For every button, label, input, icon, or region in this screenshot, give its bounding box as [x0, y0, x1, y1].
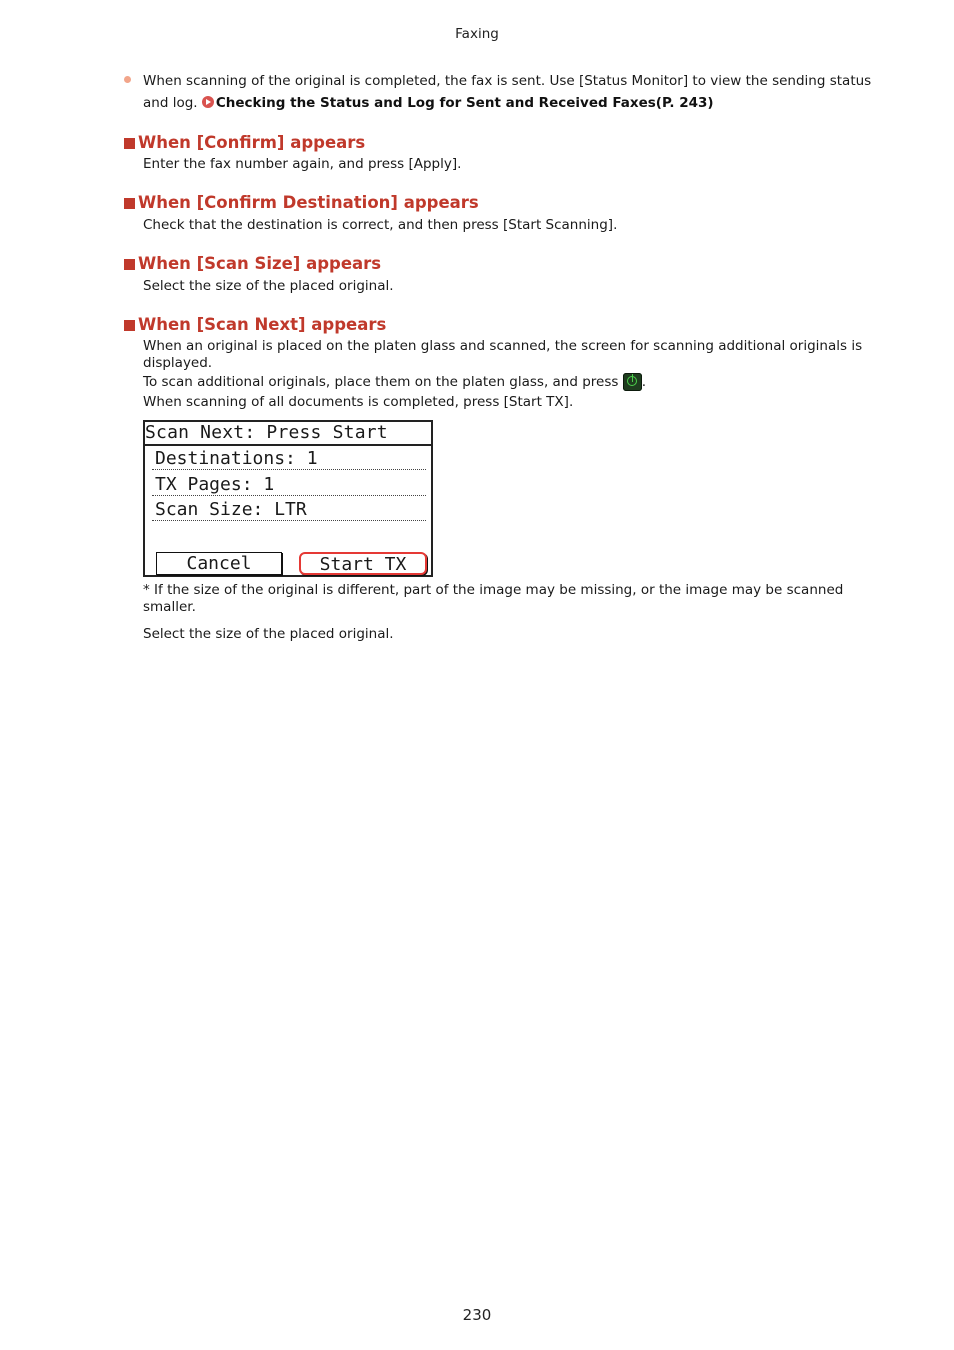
lcd-screen: [143, 420, 433, 577]
lcd-tx-pages: TX Pages: 1: [152, 472, 426, 496]
heading-confirm-text: When [Confirm] appears: [138, 133, 366, 152]
lcd-destinations: Destinations: 1: [152, 446, 426, 470]
bullet-sentence: When scanning of the original is completed, the fax is sent. Use [Status Monitor] to view the sending status and log.: [143, 73, 872, 111]
link-arrow-icon[interactable]: [202, 96, 214, 108]
scan-next-body-3: When scanning of all documents is completed, press [Start TX].: [143, 394, 574, 410]
scan-size-body: Select the size of the placed original.: [143, 278, 394, 294]
heading-scan-next: [124, 315, 386, 334]
bullet-text: [143, 70, 874, 114]
confirm-body: Enter the fax number again, and press [Apply].: [143, 156, 462, 172]
start-key-icon: [623, 373, 642, 391]
scan-next-body-1: When an original is placed on the platen glass and scanned, the screen for scanning additional originals is displayed.: [143, 338, 863, 371]
heading-square-icon: [124, 320, 135, 331]
heading-confirm: [124, 133, 365, 152]
lcd-scan-size: Scan Size: LTR: [152, 497, 426, 521]
heading-scan-next-text: When [Scan Next] appears: [138, 315, 387, 334]
scan-next-body-2-text: To scan additional originals, place them on the platen glass, and press: [143, 374, 619, 390]
bullet-item: [124, 70, 874, 114]
scan-next-body-2-end: .: [641, 374, 647, 390]
heading-square-icon: [124, 259, 135, 270]
lcd-title: Scan Next: Press Start: [145, 422, 431, 446]
cancel-button[interactable]: Cancel: [156, 552, 282, 575]
heading-square-icon: [124, 138, 135, 149]
heading-confirm-destination: [124, 193, 479, 212]
status-log-link[interactable]: Checking the Status and Log for Sent and Received Faxes(P. 243): [215, 95, 714, 111]
heading-confirm-destination-text: When [Confirm Destination] appears: [138, 193, 479, 212]
page-number: 230: [462, 1306, 492, 1324]
heading-scan-size-text: When [Scan Size] appears: [138, 254, 382, 273]
size-note: * If the size of the original is different, part of the image may be missing, or the image may be scanned smaller.: [143, 582, 844, 615]
bullet-dot-icon: [124, 76, 131, 83]
start-tx-button[interactable]: Start TX: [299, 552, 427, 575]
heading-square-icon: [124, 198, 135, 209]
heading-scan-size: [124, 254, 381, 273]
confirm-destination-body: Check that the destination is correct, and then press [Start Scanning].: [143, 217, 618, 233]
closing-text: Select the size of the placed original.: [143, 626, 394, 642]
page-header: Faxing: [455, 26, 499, 42]
scan-next-body-2: [143, 373, 873, 391]
